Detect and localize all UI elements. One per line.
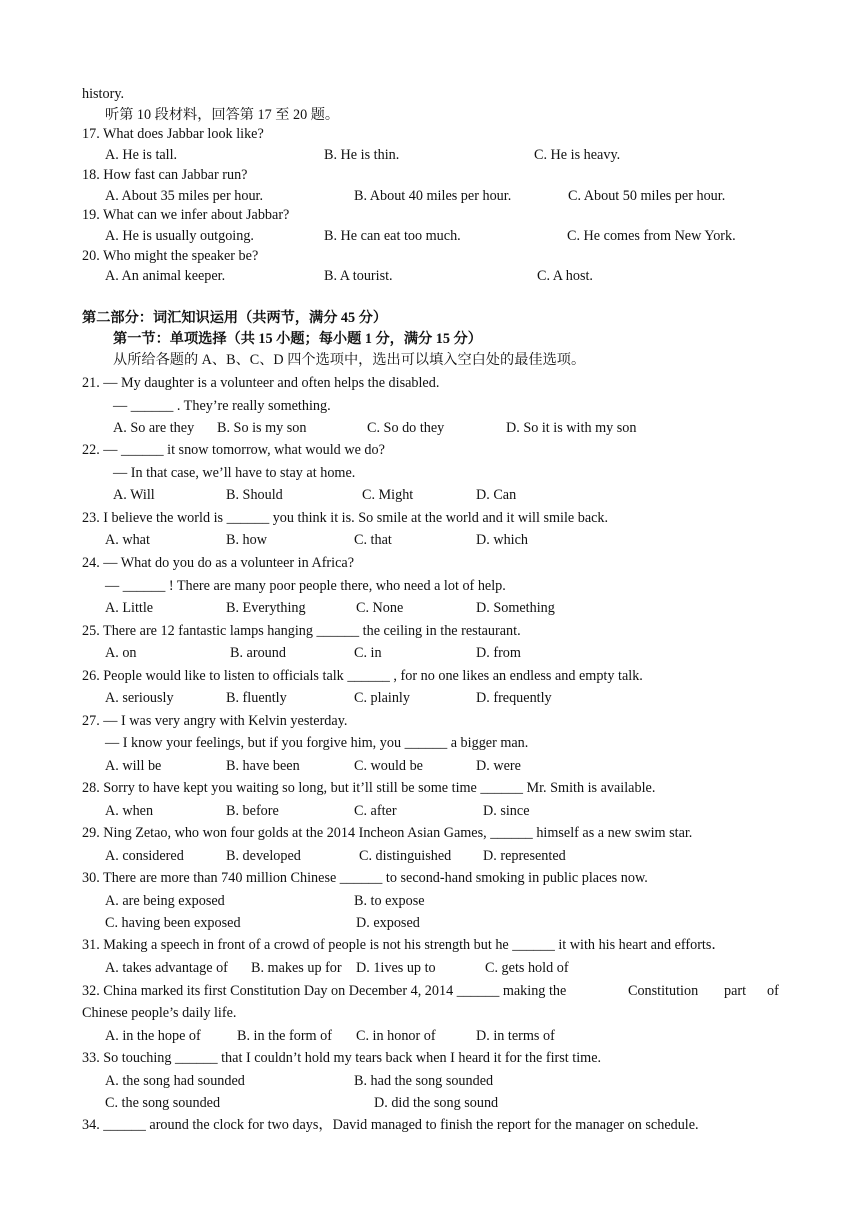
q23-option-d: D. which — [476, 532, 529, 548]
question-22: 22. — ______ it snow tomorrow, what would we do? — [82, 442, 385, 458]
q18-option-b: B. About 40 miles per hour. — [354, 188, 512, 204]
question-21: 21. — My daughter is a volunteer and often helps the disabled. — [82, 375, 440, 391]
q27-option-d: D. were — [476, 758, 521, 774]
question-19: 19. What can we infer about Jabbar? — [82, 207, 290, 223]
question-29: 29. Ning Zetao, who won four golds at the 2014 Incheon Asian Games, ______ himself as a new swim star. — [82, 825, 693, 841]
q31-option-c: C. gets hold of — [485, 960, 569, 976]
q30-option-c: C. having been exposed — [105, 915, 241, 931]
q22-option-c: C. Might — [362, 487, 414, 503]
section1-instruction: 从所给各题的 A、B、C、D 四个选项中，选出可以填入空白处的最佳选项。 — [113, 352, 586, 368]
q32-option-d: D. in terms of — [476, 1028, 555, 1044]
q30-option-a: A. are being exposed — [105, 893, 225, 909]
question-18: 18. How fast can Jabbar run? — [82, 167, 248, 183]
q23-option-b: B. how — [226, 532, 267, 548]
q26-option-c: C. plainly — [354, 690, 410, 706]
q18-option-c: C. About 50 miles per hour. — [568, 188, 726, 204]
q33-option-c: C. the song sounded — [105, 1095, 221, 1111]
question-26: 26. People would like to listen to officials talk ______ , for no one likes an endless and empty talk. — [82, 668, 643, 684]
q19-option-b: B. He can eat too much. — [324, 228, 461, 244]
question-24: 24. — What do you do as a volunteer in Africa? — [82, 555, 354, 571]
part2-title: 第二部分：词汇知识运用（共两节，满分 45 分） — [82, 310, 388, 326]
q17-option-c: C. He is heavy. — [534, 147, 621, 163]
q29-option-b: B. developed — [226, 848, 301, 864]
q23-option-a: A. what — [105, 532, 150, 548]
question-32: 32. China marked its first Constitution Day on December 4, 2014 ______ making the — [82, 983, 567, 999]
question-32-word-of: of — [767, 983, 779, 999]
question-24-reply: — ______ ! There are many poor people there, who need a lot of help. — [105, 578, 506, 594]
question-20: 20. Who might the speaker be? — [82, 248, 259, 264]
q22-option-a: A. Will — [113, 487, 155, 503]
q21-option-d: D. So it is with my son — [506, 420, 637, 436]
q21-option-b: B. So is my son — [217, 420, 307, 436]
q25-option-c: C. in — [354, 645, 382, 661]
question-34: 34. ______ around the clock for two days，David managed to finish the report for the manager on schedule. — [82, 1117, 699, 1133]
q25-option-a: A. on — [105, 645, 137, 661]
q28-option-a: A. when — [105, 803, 154, 819]
q24-option-c: C. None — [356, 600, 404, 616]
question-30: 30. There are more than 740 million Chinese ______ to second-hand smoking in public places now. — [82, 870, 648, 886]
q33-option-d: D. did the song sound — [374, 1095, 499, 1111]
q29-option-c: C. distinguished — [359, 848, 452, 864]
listening-instruction: 听第 10 段材料，回答第 17 至 20 题。 — [105, 107, 340, 123]
question-32-word-constitution: Constitution — [628, 983, 699, 999]
q31-option-b: B. makes up for — [251, 960, 342, 976]
q27-option-c: C. would be — [354, 758, 423, 774]
section1-title: 第一节：单项选择（共 15 小题；每小题 1 分，满分 15 分） — [113, 331, 482, 347]
q32-option-c: C. in honor of — [356, 1028, 436, 1044]
question-25: 25. There are 12 fantastic lamps hanging ______ the ceiling in the restaurant. — [82, 623, 521, 639]
q22-option-d: D. Can — [476, 487, 517, 503]
q28-option-d: D. since — [483, 803, 530, 819]
q19-option-c: C. He comes from New York. — [567, 228, 736, 244]
q24-option-d: D. Something — [476, 600, 555, 616]
q20-option-a: A. An animal keeper. — [105, 268, 226, 284]
q32-option-b: B. in the form of — [237, 1028, 332, 1044]
q21-option-c: C. So do they — [367, 420, 445, 436]
q27-option-a: A. will be — [105, 758, 162, 774]
question-23: 23. I believe the world is ______ you think it is. So smile at the world and it will smile back. — [82, 510, 609, 526]
question-33: 33. So touching ______ that I couldn’t hold my tears back when I heard it for the first time. — [82, 1050, 602, 1066]
q26-option-d: D. frequently — [476, 690, 552, 706]
q32-option-a: A. in the hope of — [105, 1028, 201, 1044]
q17-option-b: B. He is thin. — [324, 147, 400, 163]
q30-option-b: B. to expose — [354, 893, 425, 909]
question-31: 31. Making a speech in front of a crowd of people is not his strength but he ______ it with his heart and efforts． — [82, 937, 726, 953]
q28-option-c: C. after — [354, 803, 397, 819]
q18-option-a: A. About 35 miles per hour. — [105, 188, 264, 204]
q26-option-b: B. fluently — [226, 690, 287, 706]
q31-option-a: A. takes advantage of — [105, 960, 228, 976]
question-32-word-part: part — [724, 983, 747, 999]
q25-option-b: B. around — [230, 645, 286, 661]
q29-option-a: A. considered — [105, 848, 184, 864]
q30-option-d: D. exposed — [356, 915, 420, 931]
q28-option-b: B. before — [226, 803, 279, 819]
q25-option-d: D. from — [476, 645, 521, 661]
question-28: 28. Sorry to have kept you waiting so long, but it’ll still be some time ______ Mr. Smith is available. — [82, 780, 656, 796]
q20-option-b: B. A tourist. — [324, 268, 393, 284]
q33-option-a: A. the song had sounded — [105, 1073, 245, 1089]
question-21-reply: — ______ . They’re really something. — [113, 398, 331, 414]
q33-option-b: B. had the song sounded — [354, 1073, 494, 1089]
question-27: 27. — I was very angry with Kelvin yesterday. — [82, 713, 348, 729]
q19-option-a: A. He is usually outgoing. — [105, 228, 254, 244]
q26-option-a: A. seriously — [105, 690, 174, 706]
q24-option-b: B. Everything — [226, 600, 306, 616]
q22-option-b: B. Should — [226, 487, 283, 503]
history-fragment: history. — [82, 86, 125, 102]
q29-option-d: D. represented — [483, 848, 566, 864]
q27-option-b: B. have been — [226, 758, 300, 774]
q20-option-c: C. A host. — [537, 268, 593, 284]
q24-option-a: A. Little — [105, 600, 154, 616]
q21-option-a: A. So are they — [113, 420, 195, 436]
q17-option-a: A. He is tall. — [105, 147, 178, 163]
question-22-reply: — In that case, we’ll have to stay at home. — [113, 465, 356, 481]
question-17: 17. What does Jabbar look like? — [82, 126, 264, 142]
q31-option-d: D. 1ives up to — [356, 960, 436, 976]
question-32-continued: Chinese people’s daily life. — [82, 1005, 237, 1021]
q23-option-c: C. that — [354, 532, 392, 548]
question-27-reply: — I know your feelings, but if you forgive him, you ______ a bigger man. — [105, 735, 529, 751]
